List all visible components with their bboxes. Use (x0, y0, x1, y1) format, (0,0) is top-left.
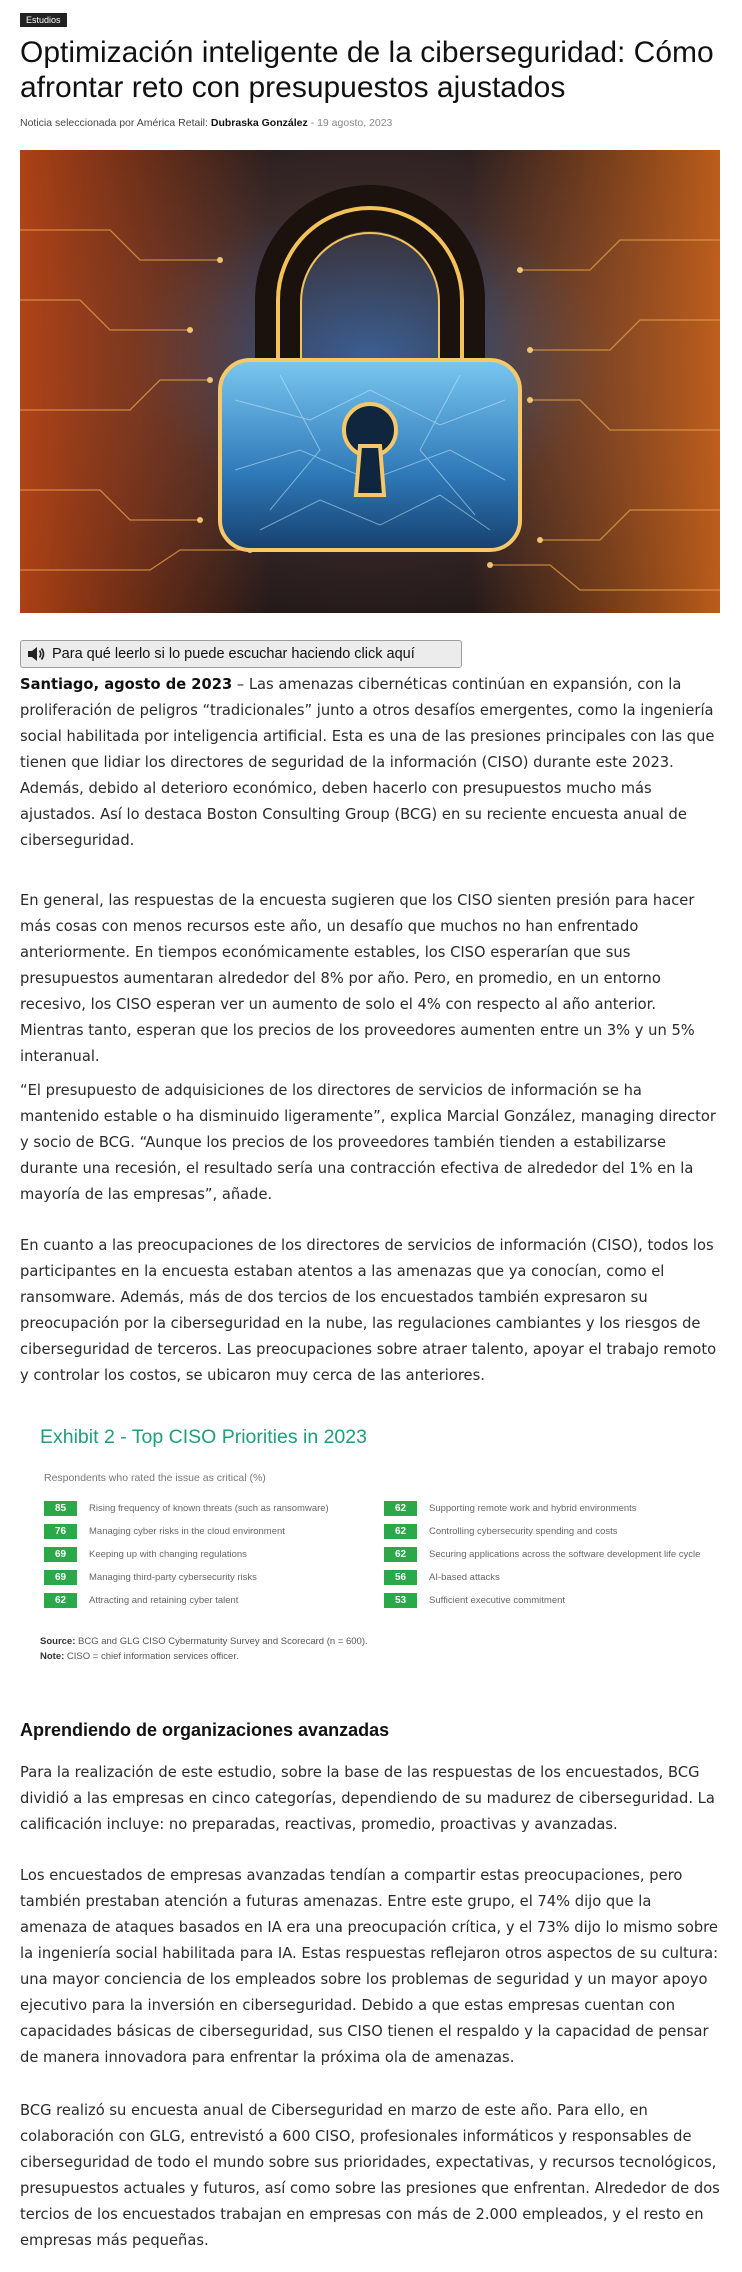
exhibit-value-badge: 62 (384, 1547, 417, 1562)
exhibit-label: AI-based attacks (429, 1571, 500, 1583)
paragraph-4: En cuanto a las preocupaciones de los directores de servicios de información (CISO), todos los participantes en la encuesta estaban atentos a las amenazas que ya conocían, como el ransomware. Además, más de dos tercios de los encuestados también expresaron su preocupación por la ciberseguridad en la nube, las regulaciones cambiantes y los riesgos de ciberseguridad de terceros. Las preocupaciones sobre atraer talento, apoyar el trabajo remoto y controlar los costos, se ubicaron muy cerca de las anteriores. (20, 1237, 717, 1384)
exhibit-row (384, 1546, 700, 1562)
listen-button-label: Para qué leerlo si lo puede escuchar haciendo click aquí (52, 646, 415, 662)
source-label: Source: (40, 1636, 76, 1647)
exhibit-label: Managing third-party cybersecurity risks (89, 1571, 257, 1583)
hero-image (20, 150, 720, 613)
exhibit-value-badge: 69 (44, 1570, 77, 1585)
exhibit-label: Attracting and retaining cyber talent (89, 1594, 239, 1606)
exhibit-right-column (384, 1500, 700, 1615)
exhibit-value-badge: 56 (384, 1570, 417, 1585)
publish-date: 19 agosto, 2023 (317, 117, 393, 129)
exhibit-label: Rising frequency of known threats (such as ransomware) (89, 1502, 329, 1514)
meta-separator: - (310, 117, 315, 129)
article-title: Optimización inteligente de la ciberseguridad: Cómo afrontar reto con presupuestos ajustados (20, 36, 714, 104)
exhibit-label: Managing cyber risks in the cloud environment (89, 1525, 285, 1537)
exhibit-title: Exhibit 2 - Top CISO Priorities in 2023 (40, 1426, 367, 1448)
exhibit-row (44, 1500, 329, 1516)
paragraph-7: BCG realizó su encuesta anual de Ciberseguridad en marzo de este año. Para ello, en colaboración con GLG, entrevistó a 600 CISO, profesionales informáticos y responsables de ciberseguridad de todo el mundo sobre sus prioridades, expectativas, y recursos tecnológicos, presupuestos actuales y futuros, así como sobre las presiones que enfrentan. Alrededor de dos tercios de los encuestados trabajan en empresas con más de 2.000 empleados, y el resto en empresas más pequeñas. (20, 2102, 720, 2249)
category-badge[interactable]: Estudios (20, 13, 67, 27)
section-heading: Aprendiendo de organizaciones avanzadas (20, 1720, 390, 1740)
exhibit-value-badge: 62 (384, 1501, 417, 1516)
exhibit-value-badge: 85 (44, 1501, 77, 1516)
exhibit-label: Keeping up with changing regulations (89, 1548, 247, 1560)
note-text: CISO = chief information services officer. (64, 1651, 239, 1662)
paragraph-text: – Las amenazas cibernéticas continúan en expansión, con la proliferación de peligros “tradicionales” junto a otros desafíos emergentes, como la ingeniería social habilitada por inteligencia artificial. Esta es una de las presiones principales con las que tienen que lidiar los directores de seguridad de la información (CISO) durante este 2023. Además, debido al deterioro económico, deben hacerlo con presupuestos mucho más ajustados. Así lo destaca Boston Consulting Group (BCG) en su reciente encuesta anual de ciberseguridad. (20, 676, 715, 849)
selected-by-label: Noticia seleccionada por América Retail: (20, 117, 208, 129)
exhibit-row (384, 1523, 700, 1539)
exhibit-row (44, 1592, 329, 1608)
exhibit-label: Securing applications across the software development life cycle (429, 1548, 701, 1560)
paragraph-lead: Santiago, agosto de 2023 (20, 676, 233, 693)
exhibit-row (44, 1546, 329, 1562)
exhibit-row (44, 1569, 329, 1585)
paragraph-1 (20, 672, 720, 854)
paragraph-2: En general, las respuestas de la encuesta sugieren que los CISO sienten presión para hacer más cosas con menos recursos este año, un desafío que muchos no han enfrentado anteriormente. En tiempos económicamente estables, los CISO esperarían que sus presupuestos aumentaran alrededor del 8% por año. Pero, en promedio, en un entorno recesivo, los CISO esperan ver un aumento de solo el 4% con respecto al año anterior. Mientras tanto, esperan que los precios de los proveedores aumenten entre un 3% y un 5% interanual. (20, 892, 695, 1065)
paragraph-5: Para la realización de este estudio, sobre la base de las respuestas de los encuestados, BCG dividió a las empresas en cinco categorías, dependiendo de su madurez de ciberseguridad. La calificación incluye: no preparadas, reactivas, promedio, proactivas y avanzadas. (20, 1764, 715, 1833)
exhibit-left-column (44, 1500, 329, 1615)
exhibit-value-badge: 62 (44, 1593, 77, 1608)
exhibit-value-badge: 53 (384, 1593, 417, 1608)
exhibit-label: Supporting remote work and hybrid environments (429, 1502, 637, 1514)
note-label: Note: (40, 1651, 65, 1662)
exhibit-value-badge: 76 (44, 1524, 77, 1539)
exhibit-value-badge: 69 (44, 1547, 77, 1562)
speaker-icon (27, 646, 45, 662)
exhibit-label: Controlling cybersecurity spending and costs (429, 1525, 618, 1537)
listen-audio-button[interactable] (20, 640, 462, 668)
author-link[interactable]: Dubraska González (210, 117, 308, 129)
exhibit-row (384, 1569, 700, 1585)
exhibit-source (40, 1634, 368, 1664)
exhibit-value-badge: 62 (384, 1524, 417, 1539)
paragraph-3: “El presupuesto de adquisiciones de los directores de servicios de información se ha mantenido estable o ha disminuido ligeramente”, explica Marcial González, managing director y socio de BCG. “Aunque los precios de los proveedores también tienden a estabilizarse durante una recesión, el resultado sería una contracción efectiva de alrededor del 1% en la mayoría de las empresas”, añade. (20, 1082, 716, 1203)
exhibit-figure (20, 1420, 720, 1680)
exhibit-label: Sufficient executive commitment (429, 1594, 566, 1606)
source-text: BCG and GLG CISO Cybermaturity Survey and Scorecard (n = 600). (75, 1636, 368, 1647)
padlock-circuit-image (20, 150, 720, 613)
article-meta (20, 117, 720, 129)
exhibit-subtitle: Respondents who rated the issue as critical (%) (44, 1472, 266, 1484)
paragraph-6: Los encuestados de empresas avanzadas tendían a compartir estas preocupaciones, pero también prestaban atención a futuras amenazas. Entre este grupo, el 74% dijo que la amenaza de ataques basados en IA era una preocupación crítica, y el 73% dijo lo mismo sobre la ingeniería social habilitada para IA. Estas respuestas reflejaron otros aspectos de su cultura: una mayor conciencia de los empleados sobre los problemas de seguridad y un mayor apoyo ejecutivo para la inversión en ciberseguridad. Debido a que estas empresas cuentan con capacidades básicas de ciberseguridad, sus CISO tienen el respaldo y la capacidad de pensar de manera innovadora para enfrentar la próxima ola de amenazas. (20, 1867, 719, 2066)
exhibit-row (44, 1523, 329, 1539)
exhibit-row (384, 1500, 700, 1516)
exhibit-row (384, 1592, 700, 1608)
